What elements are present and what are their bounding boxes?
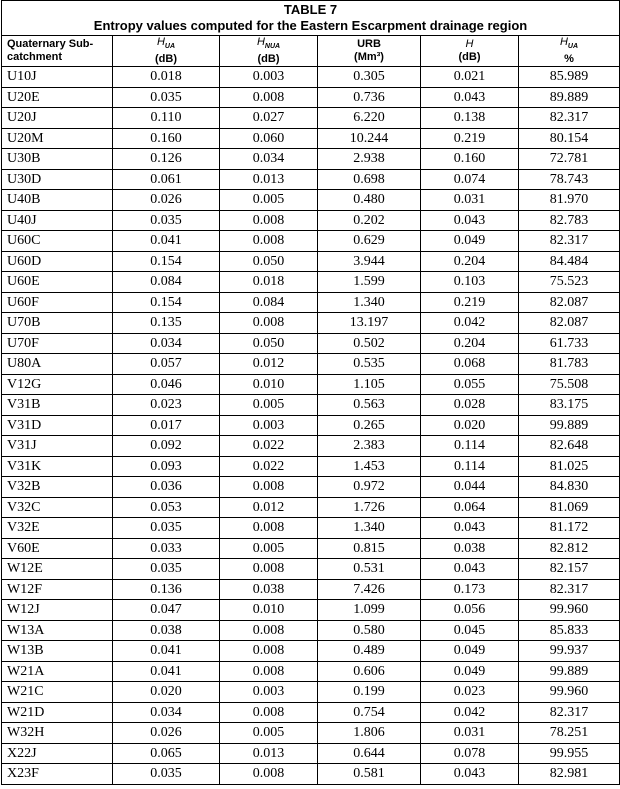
- cell-catchment: V32C: [2, 497, 113, 518]
- cell-h-ua: 0.057: [113, 354, 220, 375]
- cell-h-ua: 0.084: [113, 272, 220, 293]
- cell-h-ua-percent: 82.317: [519, 231, 620, 252]
- cell-h-ua: 0.041: [113, 641, 220, 662]
- cell-h-ua: 0.035: [113, 764, 220, 785]
- table-label: TABLE 7: [283, 2, 338, 17]
- cell-h-ua-percent: 82.981: [519, 764, 620, 785]
- table-row: [2, 108, 620, 129]
- cell-catchment: W13B: [2, 641, 113, 662]
- cell-urb: 0.563: [318, 395, 421, 416]
- cell-h-ua-percent: 75.523: [519, 272, 620, 293]
- table-row: [2, 313, 620, 334]
- cell-h-nua: 0.008: [220, 661, 318, 682]
- cell-h: 0.045: [421, 620, 519, 641]
- cell-h-ua-percent: 99.889: [519, 415, 620, 436]
- cell-catchment: X22J: [2, 743, 113, 764]
- header-catchment-line2: catchment: [7, 51, 63, 64]
- table-row: [2, 436, 620, 457]
- table-row: [2, 620, 620, 641]
- cell-h-ua-percent: 81.172: [519, 518, 620, 539]
- cell-h-ua-percent: 82.812: [519, 538, 620, 559]
- cell-urb: 10.244: [318, 128, 421, 149]
- header-unit: (dB): [458, 51, 481, 64]
- cell-h-nua: 0.008: [220, 641, 318, 662]
- cell-urb: 1.453: [318, 456, 421, 477]
- cell-h-ua: 0.053: [113, 497, 220, 518]
- table-title: Entropy values computed for the Eastern Escarpment drainage region: [93, 18, 528, 33]
- cell-h-ua: 0.026: [113, 723, 220, 744]
- cell-catchment: V31D: [2, 415, 113, 436]
- cell-h-nua: 0.008: [220, 87, 318, 108]
- cell-h-ua-percent: 78.251: [519, 723, 620, 744]
- cell-h-ua: 0.136: [113, 579, 220, 600]
- cell-h: 0.219: [421, 128, 519, 149]
- cell-urb: 0.736: [318, 87, 421, 108]
- cell-h: 0.023: [421, 682, 519, 703]
- cell-h-nua: 0.005: [220, 538, 318, 559]
- cell-urb: 0.972: [318, 477, 421, 498]
- cell-h-nua: 0.018: [220, 272, 318, 293]
- cell-h: 0.020: [421, 415, 519, 436]
- cell-h-ua: 0.026: [113, 190, 220, 211]
- cell-urb: 0.202: [318, 210, 421, 231]
- table-row: [2, 149, 620, 170]
- cell-h-ua: 0.018: [113, 67, 220, 88]
- table-row: [2, 518, 620, 539]
- cell-h-ua-percent: 99.960: [519, 682, 620, 703]
- table-row: [2, 497, 620, 518]
- cell-h-ua-percent: 75.508: [519, 374, 620, 395]
- table-row: [2, 682, 620, 703]
- cell-h-ua-percent: 84.484: [519, 251, 620, 272]
- cell-urb: 0.815: [318, 538, 421, 559]
- cell-catchment: U70F: [2, 333, 113, 354]
- cell-urb: 0.480: [318, 190, 421, 211]
- table-row: [2, 661, 620, 682]
- cell-h-nua: 0.050: [220, 333, 318, 354]
- cell-catchment: U60E: [2, 272, 113, 293]
- cell-urb: 0.535: [318, 354, 421, 375]
- cell-catchment: V32B: [2, 477, 113, 498]
- cell-urb: 0.502: [318, 333, 421, 354]
- cell-h-nua: 0.005: [220, 190, 318, 211]
- cell-h-ua: 0.061: [113, 169, 220, 190]
- cell-h: 0.219: [421, 292, 519, 313]
- cell-h: 0.043: [421, 210, 519, 231]
- cell-h-ua: 0.041: [113, 661, 220, 682]
- cell-h: 0.043: [421, 764, 519, 785]
- cell-catchment: U20E: [2, 87, 113, 108]
- cell-h-ua: 0.154: [113, 292, 220, 313]
- cell-h: 0.031: [421, 723, 519, 744]
- cell-h-nua: 0.013: [220, 743, 318, 764]
- table-row: [2, 333, 620, 354]
- cell-h: 0.038: [421, 538, 519, 559]
- cell-h: 0.021: [421, 67, 519, 88]
- header-catchment: [2, 36, 113, 67]
- cell-h-nua: 0.013: [220, 169, 318, 190]
- cell-h: 0.138: [421, 108, 519, 129]
- header-h: [421, 36, 519, 67]
- cell-h-ua-percent: 84.830: [519, 477, 620, 498]
- table-caption: [2, 1, 620, 36]
- cell-h-nua: 0.003: [220, 682, 318, 703]
- cell-h-ua-percent: 85.833: [519, 620, 620, 641]
- table-body: [2, 67, 620, 785]
- cell-catchment: W12F: [2, 579, 113, 600]
- header-subscript: NUA: [264, 43, 281, 51]
- table-row: [2, 231, 620, 252]
- table-row: [2, 415, 620, 436]
- cell-h-nua: 0.010: [220, 374, 318, 395]
- cell-h: 0.043: [421, 518, 519, 539]
- header-symbol: H: [465, 38, 474, 51]
- cell-h: 0.031: [421, 190, 519, 211]
- cell-catchment: W21A: [2, 661, 113, 682]
- cell-urb: 0.644: [318, 743, 421, 764]
- cell-urb: 1.099: [318, 600, 421, 621]
- cell-h-ua: 0.126: [113, 149, 220, 170]
- header-unit: (dB): [155, 53, 177, 66]
- cell-h: 0.074: [421, 169, 519, 190]
- cell-h-ua: 0.033: [113, 538, 220, 559]
- cell-h-ua: 0.023: [113, 395, 220, 416]
- header-symbol: H: [156, 36, 165, 48]
- cell-catchment: U60D: [2, 251, 113, 272]
- cell-h: 0.160: [421, 149, 519, 170]
- cell-h: 0.204: [421, 251, 519, 272]
- cell-urb: 1.105: [318, 374, 421, 395]
- cell-h-ua: 0.034: [113, 333, 220, 354]
- cell-h-ua-percent: 99.955: [519, 743, 620, 764]
- header-h-nua: [220, 36, 318, 67]
- cell-h: 0.043: [421, 559, 519, 580]
- cell-h-nua: 0.038: [220, 579, 318, 600]
- cell-h-ua-percent: 81.783: [519, 354, 620, 375]
- entropy-table: [1, 0, 620, 785]
- header-catchment-line1: Quaternary Sub-: [7, 38, 94, 51]
- table-row: [2, 723, 620, 744]
- cell-h-nua: 0.005: [220, 723, 318, 744]
- cell-h-ua: 0.065: [113, 743, 220, 764]
- table-row: [2, 456, 620, 477]
- cell-h: 0.043: [421, 87, 519, 108]
- cell-h-nua: 0.008: [220, 477, 318, 498]
- cell-h-nua: 0.012: [220, 497, 318, 518]
- table-row: [2, 538, 620, 559]
- cell-catchment: W21D: [2, 702, 113, 723]
- cell-h: 0.173: [421, 579, 519, 600]
- cell-h-ua: 0.035: [113, 518, 220, 539]
- header-symbol: H: [256, 36, 265, 48]
- cell-urb: 1.599: [318, 272, 421, 293]
- cell-h-nua: 0.008: [220, 559, 318, 580]
- cell-catchment: W12J: [2, 600, 113, 621]
- cell-h-nua: 0.008: [220, 702, 318, 723]
- table-row: [2, 395, 620, 416]
- cell-h-ua: 0.035: [113, 210, 220, 231]
- header-unit: (Mm³): [354, 51, 384, 64]
- cell-h: 0.042: [421, 702, 519, 723]
- cell-h-nua: 0.050: [220, 251, 318, 272]
- cell-urb: 0.629: [318, 231, 421, 252]
- cell-h-ua: 0.041: [113, 231, 220, 252]
- cell-h-ua-percent: 82.087: [519, 313, 620, 334]
- cell-h: 0.028: [421, 395, 519, 416]
- cell-h-nua: 0.010: [220, 600, 318, 621]
- cell-catchment: U10J: [2, 67, 113, 88]
- cell-h-ua-percent: 99.937: [519, 641, 620, 662]
- cell-catchment: U60F: [2, 292, 113, 313]
- cell-h-ua-percent: 89.889: [519, 87, 620, 108]
- cell-h-nua: 0.003: [220, 67, 318, 88]
- table-row: [2, 600, 620, 621]
- cell-catchment: U60C: [2, 231, 113, 252]
- cell-h-nua: 0.084: [220, 292, 318, 313]
- cell-urb: 6.220: [318, 108, 421, 129]
- cell-h-nua: 0.008: [220, 764, 318, 785]
- cell-h-ua-percent: 81.025: [519, 456, 620, 477]
- cell-h-ua: 0.093: [113, 456, 220, 477]
- cell-urb: 2.938: [318, 149, 421, 170]
- table-row: [2, 87, 620, 108]
- cell-h-ua-percent: 81.069: [519, 497, 620, 518]
- entropy-table-container: [1, 0, 619, 785]
- cell-h-nua: 0.008: [220, 313, 318, 334]
- table-row: [2, 764, 620, 785]
- cell-h-ua-percent: 81.970: [519, 190, 620, 211]
- cell-urb: 7.426: [318, 579, 421, 600]
- table-row: [2, 292, 620, 313]
- cell-h-ua: 0.035: [113, 87, 220, 108]
- cell-catchment: V32E: [2, 518, 113, 539]
- table-row: [2, 374, 620, 395]
- cell-h: 0.044: [421, 477, 519, 498]
- cell-h-ua-percent: 85.989: [519, 67, 620, 88]
- cell-h-ua: 0.035: [113, 559, 220, 580]
- cell-urb: 1.340: [318, 292, 421, 313]
- cell-h-nua: 0.008: [220, 620, 318, 641]
- cell-h: 0.055: [421, 374, 519, 395]
- cell-catchment: W32H: [2, 723, 113, 744]
- cell-h-nua: 0.008: [220, 210, 318, 231]
- cell-h-ua: 0.034: [113, 702, 220, 723]
- cell-catchment: W21C: [2, 682, 113, 703]
- cell-h: 0.049: [421, 661, 519, 682]
- cell-catchment: V31J: [2, 436, 113, 457]
- header-subscript: UA: [164, 43, 176, 51]
- cell-h-ua-percent: 82.157: [519, 559, 620, 580]
- cell-catchment: U80A: [2, 354, 113, 375]
- cell-h-nua: 0.012: [220, 354, 318, 375]
- cell-h-ua: 0.135: [113, 313, 220, 334]
- cell-h-ua: 0.092: [113, 436, 220, 457]
- cell-urb: 13.197: [318, 313, 421, 334]
- cell-catchment: U20M: [2, 128, 113, 149]
- cell-catchment: V31K: [2, 456, 113, 477]
- cell-catchment: U30D: [2, 169, 113, 190]
- cell-h-ua: 0.047: [113, 600, 220, 621]
- cell-urb: 2.383: [318, 436, 421, 457]
- table-row: [2, 743, 620, 764]
- table-row: [2, 477, 620, 498]
- cell-h: 0.049: [421, 641, 519, 662]
- cell-h-ua-percent: 78.743: [519, 169, 620, 190]
- cell-catchment: V12G: [2, 374, 113, 395]
- cell-urb: 0.580: [318, 620, 421, 641]
- cell-h-ua: 0.160: [113, 128, 220, 149]
- cell-h: 0.064: [421, 497, 519, 518]
- table-row: [2, 190, 620, 211]
- table-row: [2, 354, 620, 375]
- header-urb: [318, 36, 421, 67]
- cell-catchment: W13A: [2, 620, 113, 641]
- table-row: [2, 169, 620, 190]
- cell-h-ua-percent: 83.175: [519, 395, 620, 416]
- cell-urb: 0.531: [318, 559, 421, 580]
- cell-h-nua: 0.022: [220, 436, 318, 457]
- cell-urb: 1.340: [318, 518, 421, 539]
- cell-urb: 0.606: [318, 661, 421, 682]
- cell-h-ua: 0.110: [113, 108, 220, 129]
- cell-h-ua-percent: 99.960: [519, 600, 620, 621]
- cell-h-ua-percent: 82.317: [519, 702, 620, 723]
- cell-urb: 0.199: [318, 682, 421, 703]
- cell-h-ua-percent: 82.783: [519, 210, 620, 231]
- cell-h-nua: 0.008: [220, 518, 318, 539]
- header-symbol: URB: [357, 38, 381, 51]
- table-row: [2, 67, 620, 88]
- cell-urb: 0.489: [318, 641, 421, 662]
- cell-h-ua-percent: 82.317: [519, 579, 620, 600]
- cell-h-nua: 0.003: [220, 415, 318, 436]
- cell-h: 0.114: [421, 456, 519, 477]
- header-h-ua-percent: [519, 36, 620, 67]
- cell-catchment: U70B: [2, 313, 113, 334]
- table-row: [2, 272, 620, 293]
- cell-urb: 0.754: [318, 702, 421, 723]
- cell-h: 0.049: [421, 231, 519, 252]
- cell-urb: 0.305: [318, 67, 421, 88]
- cell-urb: 1.726: [318, 497, 421, 518]
- cell-h-ua: 0.038: [113, 620, 220, 641]
- cell-h-ua: 0.046: [113, 374, 220, 395]
- cell-catchment: X23F: [2, 764, 113, 785]
- cell-h: 0.114: [421, 436, 519, 457]
- header-unit: %: [564, 53, 574, 66]
- cell-catchment: U20J: [2, 108, 113, 129]
- cell-h-nua: 0.005: [220, 395, 318, 416]
- cell-h-nua: 0.022: [220, 456, 318, 477]
- cell-urb: 1.806: [318, 723, 421, 744]
- cell-h-nua: 0.008: [220, 231, 318, 252]
- header-subscript: UA: [567, 43, 579, 51]
- cell-urb: 0.581: [318, 764, 421, 785]
- cell-h: 0.103: [421, 272, 519, 293]
- cell-catchment: U30B: [2, 149, 113, 170]
- cell-h-ua-percent: 72.781: [519, 149, 620, 170]
- cell-h-ua-percent: 82.087: [519, 292, 620, 313]
- table-row: [2, 559, 620, 580]
- cell-h-ua: 0.017: [113, 415, 220, 436]
- cell-h-nua: 0.027: [220, 108, 318, 129]
- table-row: [2, 210, 620, 231]
- cell-catchment: V60E: [2, 538, 113, 559]
- header-unit: (dB): [257, 53, 280, 66]
- table-row: [2, 251, 620, 272]
- cell-h: 0.078: [421, 743, 519, 764]
- cell-h-ua: 0.154: [113, 251, 220, 272]
- cell-h-ua-percent: 99.889: [519, 661, 620, 682]
- cell-h: 0.056: [421, 600, 519, 621]
- cell-h-ua: 0.036: [113, 477, 220, 498]
- header-h-ua: [113, 36, 220, 67]
- cell-h-ua-percent: 82.317: [519, 108, 620, 129]
- header-symbol: H: [559, 36, 568, 48]
- table-row: [2, 579, 620, 600]
- cell-h: 0.204: [421, 333, 519, 354]
- cell-h: 0.042: [421, 313, 519, 334]
- cell-urb: 3.944: [318, 251, 421, 272]
- cell-h-ua-percent: 61.733: [519, 333, 620, 354]
- cell-h-nua: 0.060: [220, 128, 318, 149]
- header-row: [2, 36, 620, 67]
- cell-h-ua: 0.020: [113, 682, 220, 703]
- cell-urb: 0.265: [318, 415, 421, 436]
- table-row: [2, 702, 620, 723]
- table-row: [2, 641, 620, 662]
- cell-h: 0.068: [421, 354, 519, 375]
- cell-h-nua: 0.034: [220, 149, 318, 170]
- cell-h-ua-percent: 82.648: [519, 436, 620, 457]
- cell-catchment: U40J: [2, 210, 113, 231]
- cell-catchment: U40B: [2, 190, 113, 211]
- cell-h-ua-percent: 80.154: [519, 128, 620, 149]
- cell-catchment: W12E: [2, 559, 113, 580]
- table-row: [2, 128, 620, 149]
- cell-urb: 0.698: [318, 169, 421, 190]
- cell-catchment: V31B: [2, 395, 113, 416]
